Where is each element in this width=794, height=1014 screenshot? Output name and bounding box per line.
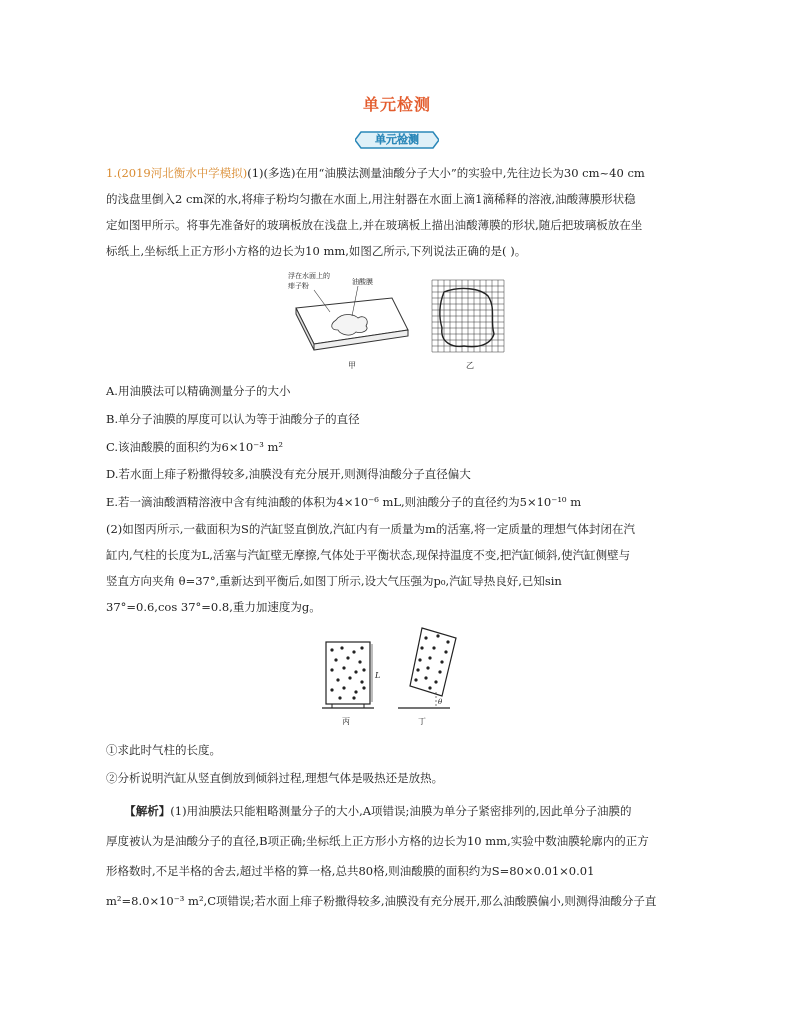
gas-molecule	[436, 634, 439, 637]
figure-tray-and-grid	[284, 268, 528, 372]
gas-molecule	[360, 646, 363, 649]
gas-molecule	[338, 696, 341, 699]
question-source: 1.(2019河北衡水中学模拟)	[106, 166, 248, 180]
badge-label: 单元检测	[375, 133, 419, 146]
gas-molecule	[424, 636, 427, 639]
gas-molecule	[434, 680, 437, 683]
label-theta: θ	[438, 698, 443, 706]
caption-jia: 甲	[348, 361, 356, 370]
gas-molecule	[352, 650, 355, 653]
subquestion-2: ②分析说明汽缸从竖直倒放到倾斜过程,理想气体是吸热还是放热。	[106, 771, 444, 785]
option-e: E.若一滴油酸酒精溶液中含有纯油酸的体积为4×10⁻⁶ mL,则油酸分子的直径约为5×10⁻¹⁰ m	[106, 495, 582, 509]
gas-molecule	[336, 678, 339, 681]
gas-molecule	[446, 640, 449, 643]
gas-molecule	[428, 686, 431, 689]
gas-molecule	[362, 686, 365, 689]
gas-molecule	[440, 660, 443, 663]
option-c: C.该油酸膜的面积约为6×10⁻³ m²	[106, 440, 283, 454]
caption-bing: 丙	[342, 717, 350, 726]
solution-line-1: 【解析】(1)用油膜法只能粗略测量分子的大小,A项错误;油膜为单分子紧密排列的,因此单分子油膜的	[124, 804, 632, 818]
option-a: A.用油膜法可以精确测量分子的大小	[106, 384, 291, 398]
gas-molecule	[414, 678, 417, 681]
gas-molecule	[354, 670, 357, 673]
part2-line-3: 竖直方向夹角 θ=37°,重新达到平衡后,如图丁所示,设大气压强为p₀,汽缸导热良好,已知sin	[106, 574, 562, 588]
gas-molecule	[438, 670, 441, 673]
gas-molecule	[428, 656, 431, 659]
gas-molecule	[424, 676, 427, 679]
gas-molecule	[348, 676, 351, 679]
gas-molecule	[342, 686, 345, 689]
gas-molecule	[330, 648, 333, 651]
question1-line-2: 的浅盘里倒入2 cm深的水,将痱子粉均匀撒在水面上,用注射器在水面上滴1滴稀释的溶液,油酸薄膜形状稳	[106, 192, 636, 206]
page-title: 单元检测	[362, 95, 431, 114]
question1-line-4: 标纸上,坐标纸上正方形小方格的边长为10 mm,如图乙所示,下列说法正确的是( )。	[106, 244, 527, 258]
gas-molecule	[426, 666, 429, 669]
gas-molecule	[360, 680, 363, 683]
solution-line-2: 厚度被认为是油酸分子的直径,B项正确;坐标纸上正方形小方格的边长为10 mm,实验中数油膜轮廓内的正方	[106, 834, 649, 848]
grid-figure	[432, 280, 504, 370]
label-l: L	[375, 671, 381, 680]
gas-molecule	[420, 646, 423, 649]
gas-molecule	[334, 658, 337, 661]
solution-line-3: 形格数时,不足半格的舍去,超过半格的算一格,总共80格,则油酸膜的面积约为S=80×0.01×0.01	[106, 864, 595, 878]
subquestion-1: ①求此时气柱的长度。	[106, 743, 221, 757]
tray-figure	[288, 271, 408, 370]
gas-molecule	[340, 646, 343, 649]
gas-molecule	[418, 658, 421, 661]
section-badge	[355, 130, 439, 150]
question1-part2	[106, 516, 696, 620]
part2-line-1: (2)如图丙所示,一截面积为S的汽缸竖直倒放,汽缸内有一质量为m的活塞,将一定质量的理想气体封闭在汽	[106, 522, 636, 536]
figure-cylinders	[318, 622, 458, 736]
label-powder: 浮在水面上的	[288, 272, 330, 280]
gas-molecule	[358, 660, 361, 663]
gas-molecule	[330, 688, 333, 691]
caption-ding: 丁	[418, 717, 426, 726]
gas-molecule	[346, 656, 349, 659]
gas-molecule	[330, 668, 333, 671]
gas-molecule	[342, 666, 345, 669]
solution-tag: 【解析】	[124, 804, 171, 818]
gas-molecule	[432, 646, 435, 649]
option-d: D.若水面上痱子粉撒得较多,油膜没有充分展开,则测得油酸分子直径偏大	[106, 467, 471, 481]
label-film: 油酸膜	[352, 278, 373, 286]
question1-part1	[106, 160, 696, 264]
solution-line-4: m²=8.0×10⁻³ m²,C项错误;若水面上痱子粉撒得较多,油膜没有充分展开,那么油酸膜偏小,则测得油酸分子直	[106, 894, 657, 908]
question1-line-3: 定如图甲所示。将事先准备好的玻璃板放在浅盘上,并在玻璃板上描出油酸薄膜的形状,随后把玻璃板放在坐	[106, 218, 643, 232]
cylinder-tilted	[398, 628, 456, 726]
gas-molecule	[362, 668, 365, 671]
gas-molecule	[352, 696, 355, 699]
part2-line-4: 37°=0.6,cos 37°=0.8,重力加速度为g。	[106, 600, 321, 614]
gas-molecule	[416, 668, 419, 671]
gas-molecule	[354, 690, 357, 693]
solution-block	[106, 796, 696, 916]
cylinder-upright	[322, 642, 380, 726]
label-powder-2: 痱子粉	[288, 282, 309, 290]
question1-line-1: 1.(2019河北衡水中学模拟)(1)(多选)在用“油膜法测量油酸分子大小”的实验中,先往边长为30 cm~40 cm	[106, 166, 645, 180]
option-b: B.单分子油膜的厚度可以认为等于油酸分子的直径	[106, 412, 360, 426]
part2-line-2: 缸内,气柱的长度为L,活塞与汽缸壁无摩擦,气体处于平衡状态,现保持温度不变,把汽缸倾斜,使汽缸侧壁与	[106, 548, 631, 562]
caption-yi: 乙	[466, 361, 474, 370]
gas-molecule	[444, 650, 447, 653]
